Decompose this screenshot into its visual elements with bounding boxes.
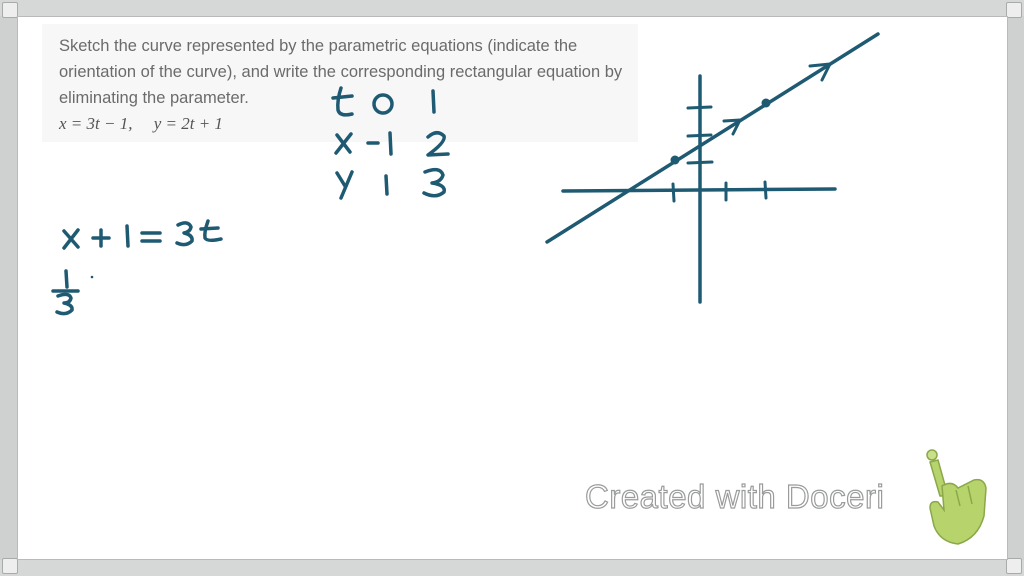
x-tick	[765, 182, 766, 198]
table-y-label	[337, 172, 352, 198]
doceri-hand-icon	[918, 446, 992, 548]
table-x-label	[336, 134, 351, 153]
plotted-point	[671, 156, 680, 165]
table-t-1	[433, 91, 434, 112]
table-y-3	[424, 170, 444, 196]
table-x-neg1	[368, 133, 391, 154]
y-tick	[688, 162, 712, 163]
doceri-watermark: Created with Doceri	[585, 478, 885, 515]
y-tick	[688, 107, 711, 108]
table-t-0	[374, 95, 392, 113]
value-table	[333, 88, 448, 198]
plotted-point	[762, 99, 771, 108]
graph-sketch	[547, 34, 878, 302]
work-line-1	[64, 221, 221, 248]
x-tick	[673, 184, 674, 201]
table-x-2	[428, 133, 448, 155]
work-fraction	[53, 271, 93, 314]
table-y-1	[386, 176, 387, 194]
problem-statement: Sketch the curve represented by the parametric equations (indicate the orientation of the curve), and write the corresponding rectangular equation by eliminating the parameter.	[59, 37, 623, 107]
ink-dot	[91, 276, 94, 279]
table-t-label	[333, 88, 352, 115]
y-tick	[688, 135, 711, 136]
parametric-equations: x = 3t − 1, y = 2t + 1	[59, 114, 223, 133]
